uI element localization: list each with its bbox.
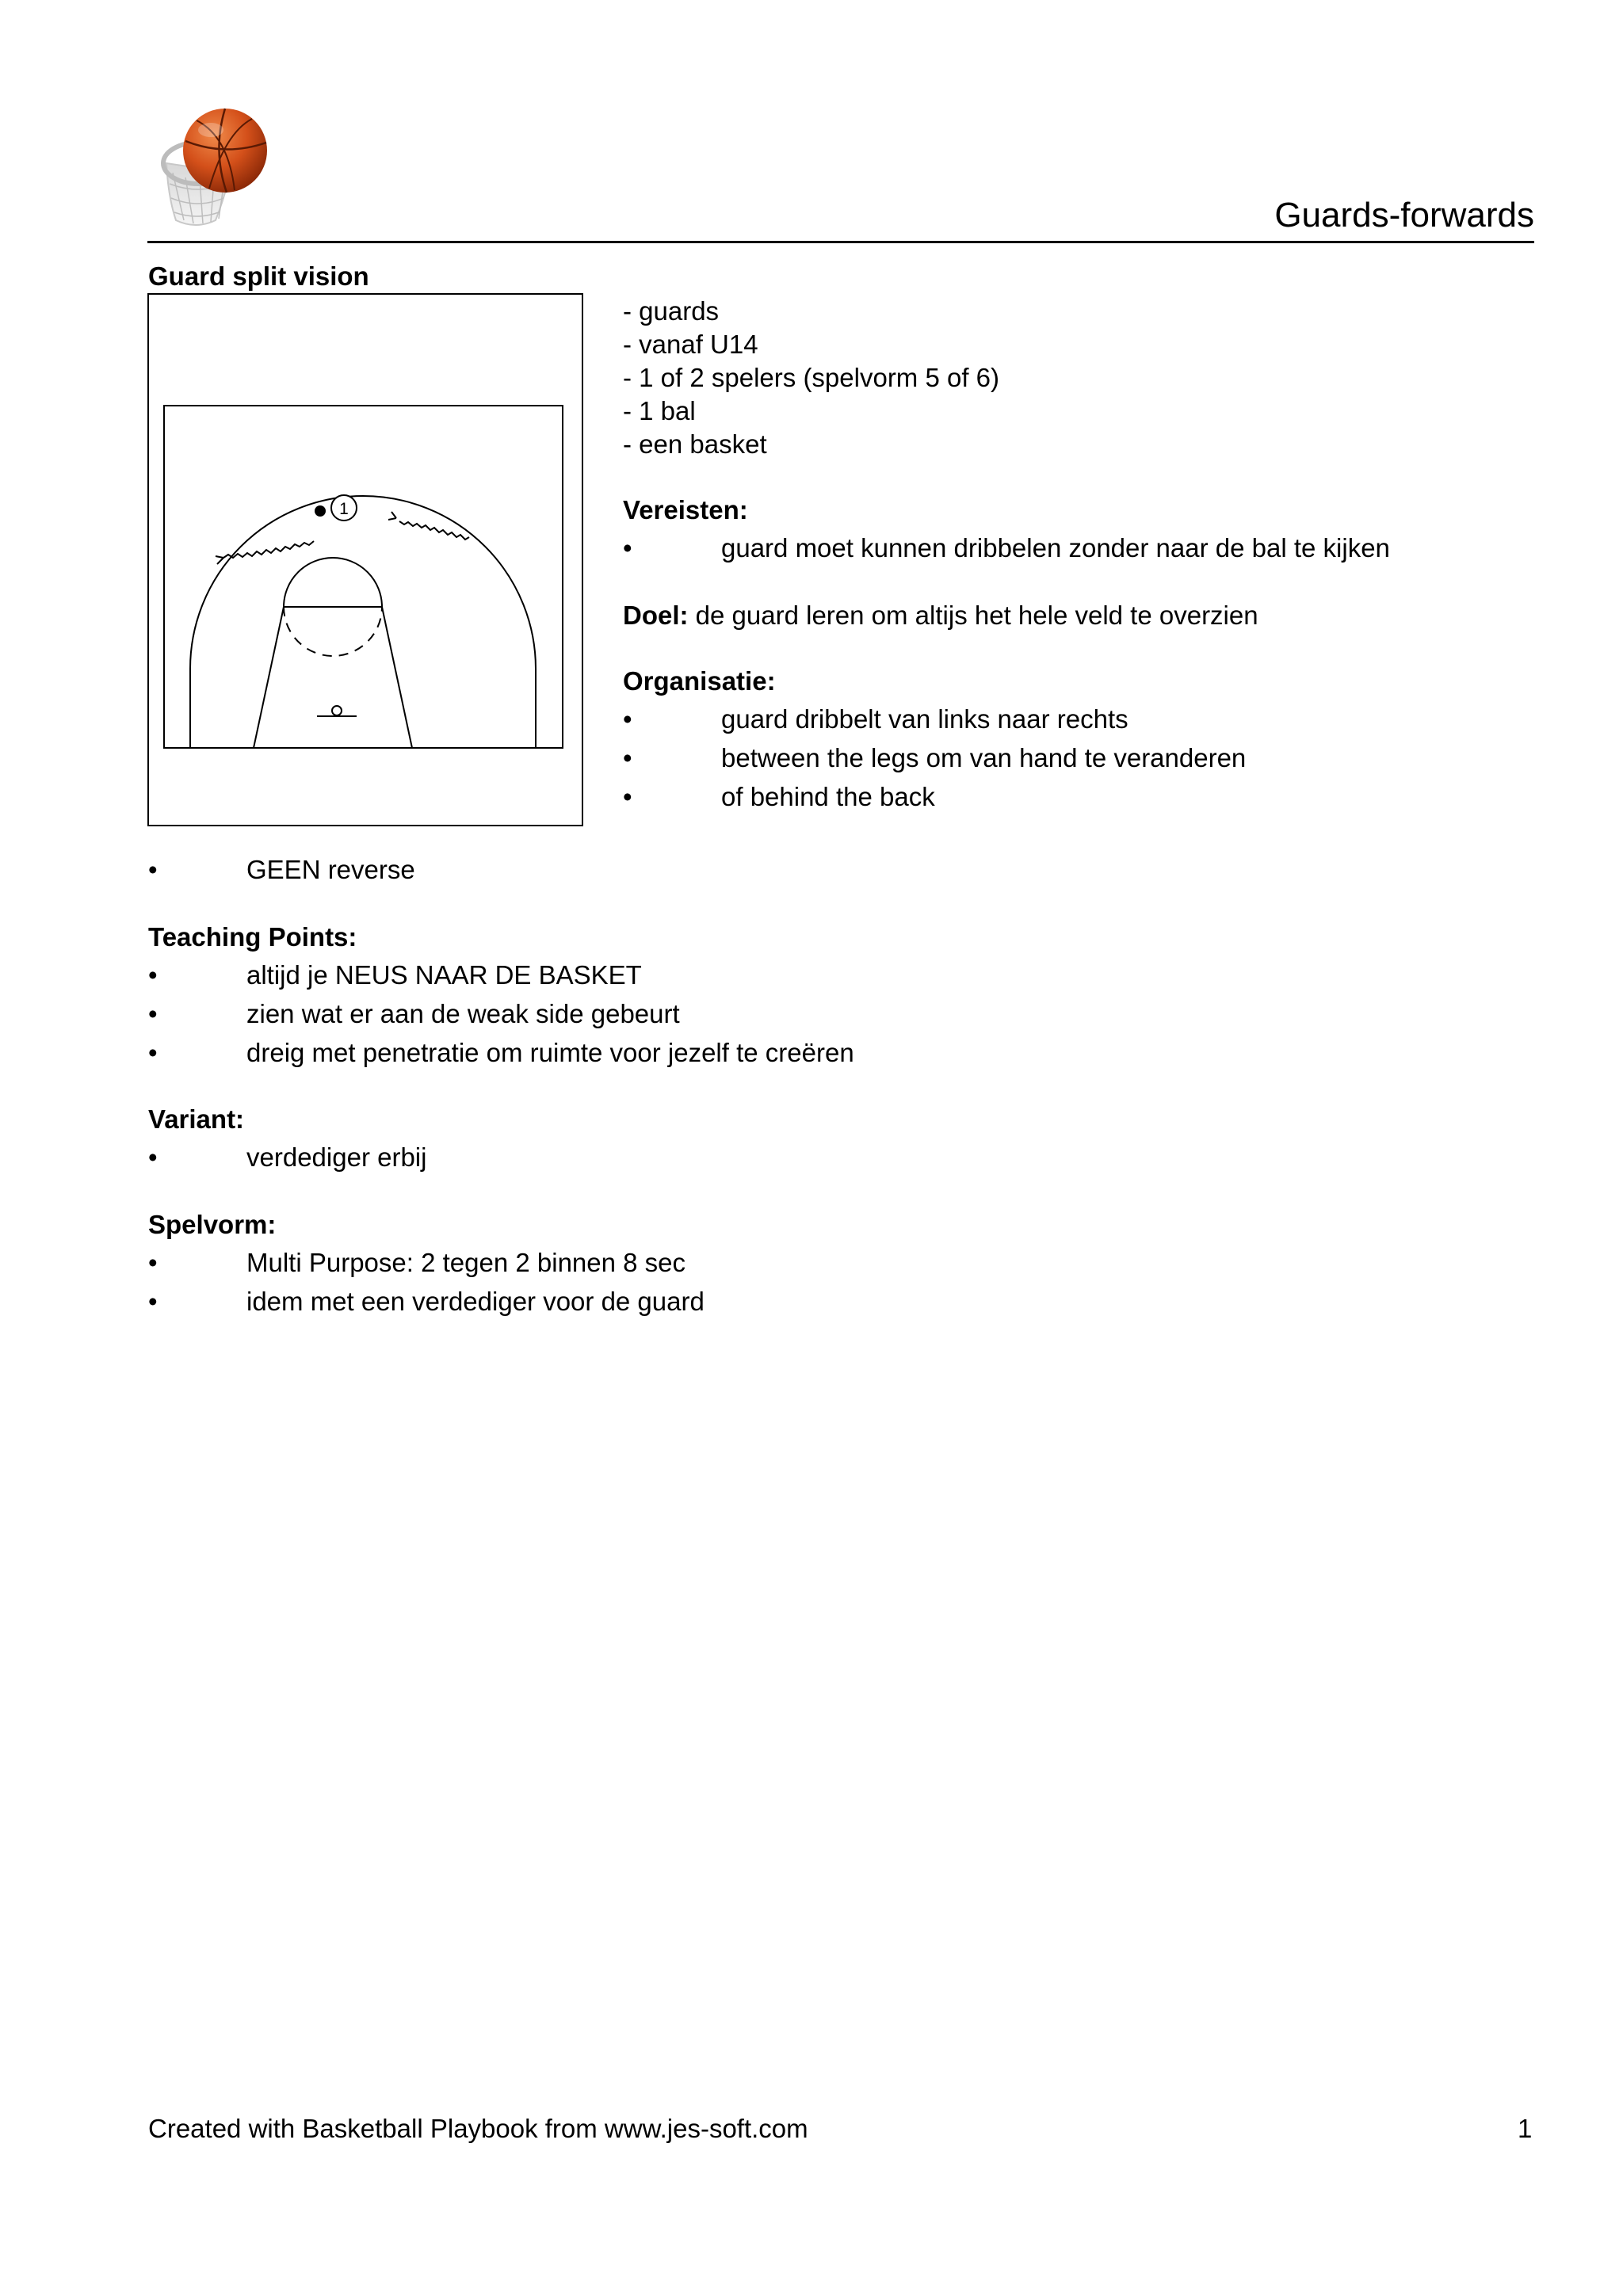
bullet-glyph: • [148,1038,158,1067]
doel-text: de guard leren om altijs het hele veld te overzien [695,601,1258,630]
diagram-frame [148,294,582,826]
court-diagram [147,293,583,826]
document-page: Guards-forwards Guard split vision 1 - guards - vanaf U14 - 1 of 2 spelers (spelvorm 5 of 6) - 1 bal - een basket Vereisten: • guard moet kunnen dribbelen zonder naar de bal te kijken Doel: de guard leren om altijs het hele veld te overzien Organisatie: • guard dribbelt van links naar rechts • between the legs om van hand te veranderen • of behind the back • GEEN reverse Teaching Points: • altijd je NEUS NAAR DE BASKET • zien wat er aan de weak side gebeurt • dreig met penetratie om ruimte voor jezelf te creëren Variant: • verdediger erbij Spelvorm: • Multi Purpose: 2 tegen 2 binnen 8 sec • idem met een verdediger voor de guard Created with Basketball Playbook from www.jes-soft.com 1 [0,0,1623,2296]
spec-item: - vanaf U14 [623,330,758,359]
bullet-glyph: • [148,960,158,990]
bullet-glyph: • [148,855,158,884]
footer-credit: Created with Basketball Playbook from www.jes-soft.com [148,2114,808,2143]
variant-heading: Variant: [148,1104,245,1134]
bullet-glyph: • [148,1142,158,1172]
doel-label: Doel: [623,601,689,630]
teaching-points-heading: Teaching Points: [148,922,357,952]
bullet-glyph: • [148,999,158,1028]
basketball-logo-icon [152,101,271,232]
bullet-glyph: • [148,1248,158,1277]
spec-item: - een basket [623,429,767,459]
bullet-glyph: • [623,704,632,734]
page-header-title: Guards-forwards [1274,196,1534,235]
bullet-glyph: • [623,533,632,563]
organisatie-heading: Organisatie: [623,666,776,696]
spec-item: - 1 of 2 spelers (spelvorm 5 of 6) [623,363,1000,392]
spec-item: - 1 bal [623,396,696,425]
bullet-glyph: • [623,743,632,772]
header-divider [147,241,1534,243]
spec-item: - guards [623,296,720,326]
player-number: 1 [339,500,349,518]
spelvorm-heading: Spelvorm: [148,1210,277,1239]
page-number: 1 [1518,2114,1533,2143]
bullet-glyph: • [148,1287,158,1316]
ball-icon [315,505,326,517]
bullet-glyph: • [623,782,632,811]
vereisten-heading: Vereisten: [623,495,748,524]
doel-line [623,599,1258,632]
half-court-svg [147,293,583,826]
drill-title: Guard split vision [148,261,369,291]
